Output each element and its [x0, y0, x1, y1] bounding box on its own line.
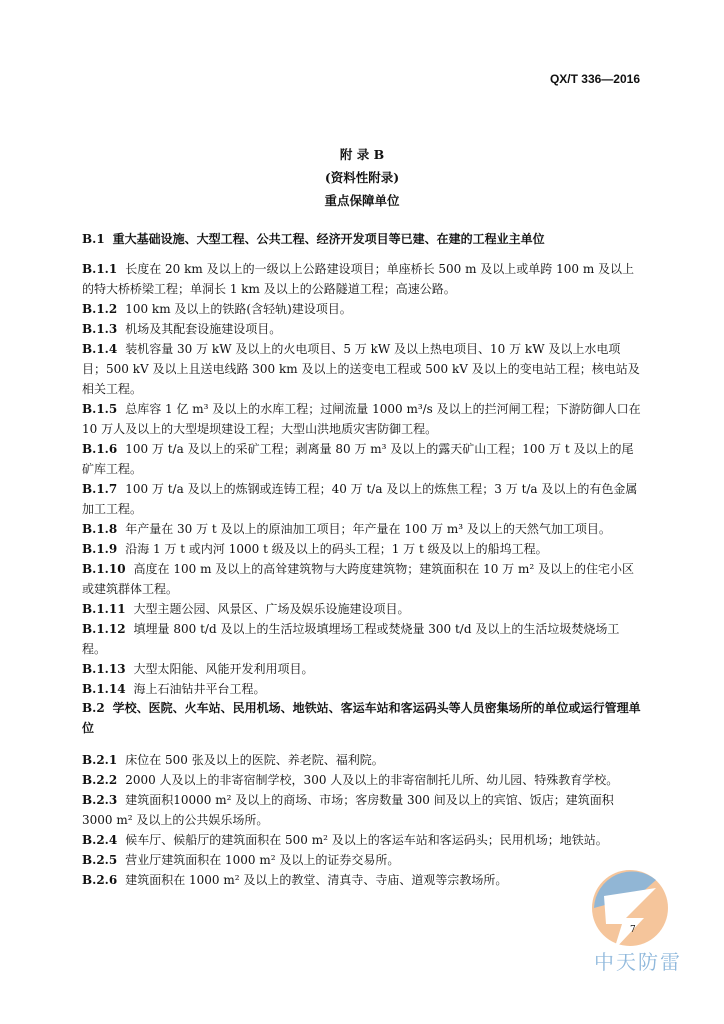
annex-label: 附 录 B: [339, 147, 385, 162]
item-number: B.1.8: [82, 522, 118, 536]
list-item: [82, 519, 642, 539]
list-item: [82, 790, 642, 830]
section-heading: [82, 229, 642, 249]
section-b1-items: [82, 259, 642, 699]
list-item: [82, 850, 642, 870]
watermark-brand-text: 中天防雷: [594, 950, 682, 974]
item-text: 高度在 100 m 及以上的高耸建筑物与大跨度建筑物；建筑面积在 10 万 m² 及以上的住宅小区或建筑群体工程。: [82, 562, 634, 596]
list-item: [82, 659, 642, 679]
item-text: 总库容 1 亿 m³ 及以上的水库工程；过闸流量 1000 m³/s 及以上的拦河闸工程；下游防御人口在 10 万人及以上的大型堤坝建设工程；大型山洪地质灾害防御工程。: [82, 402, 641, 436]
list-item: [82, 679, 642, 699]
section-title: 重大基础设施、大型工程、公共工程、经济开发项目等已建、在建的工程业主单位: [112, 232, 545, 246]
section-b2-items: [82, 750, 642, 890]
list-item: [82, 830, 642, 850]
item-number: B.1.2: [82, 302, 118, 316]
list-item: [82, 559, 642, 599]
item-number: B.2.3: [82, 793, 118, 807]
item-number: B.1.12: [82, 622, 126, 636]
list-item: [82, 539, 642, 559]
item-number: B.1.5: [82, 402, 118, 416]
item-text: 候车厅、候船厅的建筑面积在 500 m² 及以上的客运车站和客运码头；民用机场；地铁站。: [125, 833, 608, 847]
item-number: B.1.11: [82, 602, 126, 616]
item-text: 建筑面积10000 m² 及以上的商场、市场；客房数量 300 间及以上的宾馆、饭店；建筑面积 3000 m² 及以上的公共娱乐场所。: [82, 793, 614, 827]
annex-type: (资料性附录): [324, 170, 400, 185]
annex-name: 重点保障单位: [324, 193, 400, 208]
item-text: 100 万 t/a 及以上的采矿工程；剥离量 80 万 m³ 及以上的露天矿山工程；100 万 t 及以上的尾矿库工程。: [82, 442, 634, 476]
item-number: B.2.1: [82, 753, 118, 767]
item-text: 装机容量 30 万 kW 及以上的火电项目、5 万 kW 及以上热电项目、10 万 kW 及以上水电项目；500 kV 及以上且送电线路 300 km 及以上的送变电工程或 500 kV 及以上的变电站工程；核电站及相关工程。: [82, 342, 640, 396]
item-number: B.1.3: [82, 322, 118, 336]
list-item: [82, 599, 642, 619]
item-number: B.2.2: [82, 773, 118, 787]
item-number: B.1.7: [82, 482, 118, 496]
item-number: B.1.10: [82, 562, 126, 576]
item-number: B.1.14: [82, 682, 126, 696]
item-text: 床位在 500 张及以上的医院、养老院、福利院。: [125, 753, 384, 767]
item-text: 营业厅建筑面积在 1000 m² 及以上的证券交易所。: [125, 853, 400, 867]
standard-code: QX/T 336—2016: [549, 72, 640, 86]
section-title: 学校、医院、火车站、民用机场、地铁站、客运车站和客运码头等人员密集场所的单位或运行管理单位: [82, 701, 641, 735]
item-text: 填埋量 800 t/d 及以上的生活垃圾填埋场工程或焚烧量 300 t/d 及以上的生活垃圾焚烧场工程。: [82, 622, 620, 656]
page-number: 7: [630, 925, 636, 935]
item-text: 年产量在 30 万 t 及以上的原油加工项目；年产量在 100 万 m³ 及以上的天然气加工项目。: [125, 522, 611, 536]
item-text: 海上石油钻井平台工程。: [133, 682, 266, 696]
item-text: 大型太阳能、风能开发利用项目。: [133, 662, 314, 676]
item-number: B.2.6: [82, 873, 118, 887]
item-text: 沿海 1 万 t 或内河 1000 t 级及以上的码头工程；1 万 t 级及以上的船坞工程。: [125, 542, 548, 556]
item-number: B.1.9: [82, 542, 118, 556]
list-item: [82, 479, 642, 519]
list-item: [82, 399, 642, 439]
section-b2: [82, 698, 642, 738]
list-item: [82, 299, 642, 319]
item-text: 建筑面积在 1000 m² 及以上的教堂、清真寺、寺庙、道观等宗教场所。: [125, 873, 508, 887]
item-number: B.1.1: [82, 262, 118, 276]
list-item: [82, 619, 642, 659]
item-number: B.1.13: [82, 662, 126, 676]
item-number: B.1.4: [82, 342, 118, 356]
list-item: [82, 319, 642, 339]
item-text: 长度在 20 km 及以上的一级以上公路建设项目；单座桥长 500 m 及以上或单跨 100 m 及以上的特大桥桥梁工程；单洞长 1 km 及以上的公路隧道工程；高速公路。: [82, 262, 635, 296]
section-heading: [82, 698, 642, 738]
item-text: 100 km 及以上的铁路(含轻轨)建设项目。: [125, 302, 352, 316]
section-number: B.1: [82, 232, 105, 246]
item-number: B.1.6: [82, 442, 118, 456]
list-item: [82, 770, 642, 790]
item-text: 2000 人及以上的非寄宿制学校，300 人及以上的非寄宿制托儿所、幼儿园、特殊教育学校。: [125, 773, 619, 787]
list-item: [82, 870, 642, 890]
section-b1: [82, 229, 642, 249]
item-number: B.2.5: [82, 853, 118, 867]
list-item: [82, 750, 642, 770]
list-item: [82, 439, 642, 479]
item-text: 大型主题公园、风景区、广场及娱乐设施建设项目。: [133, 602, 410, 616]
item-text: 机场及其配套设施建设项目。: [125, 322, 282, 336]
item-text: 100 万 t/a 及以上的炼钢或连铸工程；40 万 t/a 及以上的炼焦工程；3 万 t/a 及以上的有色金属加工工程。: [82, 482, 638, 516]
list-item: [82, 339, 642, 399]
section-number: B.2: [82, 701, 105, 715]
list-item: [82, 259, 642, 299]
item-number: B.2.4: [82, 833, 118, 847]
